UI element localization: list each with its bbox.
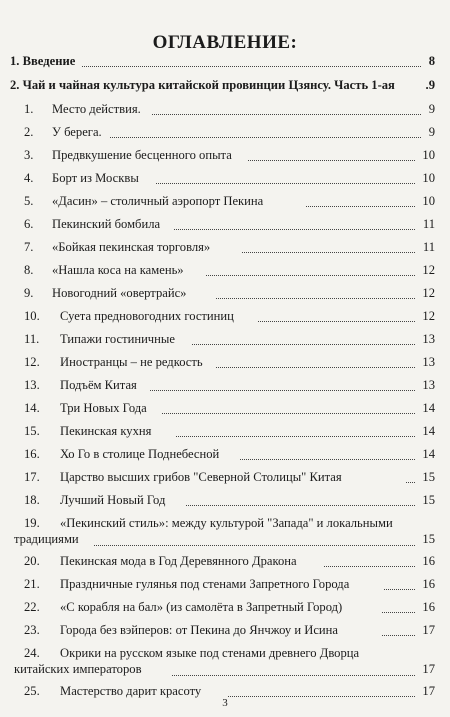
- toc-item-text: «Бойкая пекинская торговля»: [52, 240, 211, 254]
- toc-item-number: 12.: [24, 355, 40, 369]
- toc-item-number: 25.: [24, 684, 40, 698]
- toc-item[interactable]: [10, 623, 435, 638]
- toc-page-number: 12: [422, 309, 435, 323]
- dot-leader: [240, 459, 415, 460]
- toc-item-text: Хо Го в столице Поднебесной: [60, 447, 220, 461]
- toc-page-number: 8: [428, 54, 435, 68]
- toc-page-number: 13: [422, 355, 435, 369]
- toc-item-number: 23.: [24, 623, 40, 637]
- dot-leader: [306, 206, 415, 207]
- toc-page-number: 11: [422, 240, 435, 254]
- toc-page-number: 9: [428, 125, 435, 139]
- toc-item-text: Царство высших грибов "Северной Столицы" Китая: [60, 470, 342, 484]
- toc-item-text: Пекинский бомбила: [52, 217, 161, 231]
- dot-leader: [152, 114, 421, 115]
- toc-page-number: 14: [422, 401, 435, 415]
- toc-item-text: Города без вэйперов: от Пекина до Янчжоу и Исина: [60, 623, 338, 637]
- toc-item[interactable]: [10, 240, 435, 255]
- dot-leader: [324, 566, 415, 567]
- toc-item-text: Окрики на русском языке под стенами древнего Дворца: [60, 646, 360, 660]
- toc-item-number: 8.: [24, 263, 34, 277]
- toc-item-text: Пекинская кухня: [60, 424, 152, 438]
- toc-item[interactable]: [10, 401, 435, 416]
- toc-item-text: Новогодний «овертрайс»: [52, 286, 187, 300]
- toc-item-number: 2.: [24, 125, 34, 139]
- toc-item[interactable]: [10, 516, 435, 548]
- dot-leader: [174, 229, 415, 230]
- toc-page-number: 15: [422, 493, 435, 507]
- toc-item-number: 18.: [24, 493, 40, 507]
- toc-item-number: 13.: [24, 378, 40, 392]
- toc-item-number: 17.: [24, 470, 40, 484]
- dot-leader: [150, 390, 415, 391]
- toc-page-number: 17: [422, 623, 435, 637]
- toc-page-number: 15: [422, 470, 435, 484]
- dot-leader: [110, 137, 421, 138]
- toc-item[interactable]: [10, 355, 435, 370]
- toc-item-text: Мастерство дарит красоту: [60, 684, 202, 698]
- toc-page-number: 16: [422, 600, 435, 614]
- dot-leader: [382, 612, 415, 613]
- toc-section-text: 2. Чай и чайная культура китайской провинции Цзянсу. Часть 1-ая: [10, 78, 395, 92]
- toc-page-number: .9: [425, 78, 435, 92]
- toc-page-number: 14: [422, 447, 435, 461]
- dot-leader: [384, 589, 415, 590]
- toc-item-number: 4.: [24, 171, 34, 185]
- dot-leader: [216, 298, 415, 299]
- toc-item-text: Иностранцы – не редкость: [60, 355, 203, 369]
- toc-item-number: 1.: [24, 102, 34, 116]
- toc-item-text: «Нашла коса на камень»: [52, 263, 184, 277]
- toc-item[interactable]: [10, 447, 435, 462]
- toc-item-number: 16.: [24, 447, 40, 461]
- toc-page-number: 11: [422, 217, 435, 231]
- toc-item-text-continued: традициями: [14, 532, 79, 546]
- dot-leader: [242, 252, 415, 253]
- toc-item[interactable]: [10, 217, 435, 232]
- toc-item[interactable]: [10, 600, 435, 615]
- toc-item-number: 11.: [24, 332, 40, 346]
- toc-page-number: 15: [422, 532, 435, 546]
- toc-item[interactable]: [10, 171, 435, 186]
- dot-leader: [216, 367, 415, 368]
- toc-title: ОГЛАВЛЕНИЕ:: [152, 32, 298, 53]
- toc-item-number: 19.: [24, 516, 40, 530]
- toc-page-number: 17: [422, 684, 435, 698]
- toc-item[interactable]: [10, 554, 435, 569]
- dot-leader: [186, 505, 415, 506]
- toc-item[interactable]: [10, 125, 435, 140]
- toc-item-text: «Пекинский стиль»: между культурой "Запада" и локальными: [60, 516, 393, 530]
- toc-item[interactable]: [10, 263, 435, 278]
- toc-section-text: 1. Введение: [10, 54, 76, 68]
- toc-item-number: 21.: [24, 577, 40, 591]
- dot-leader: [406, 482, 415, 483]
- toc-page-number: 10: [422, 194, 435, 208]
- toc-page-number: 10: [422, 171, 435, 185]
- toc-page-number: 13: [422, 378, 435, 392]
- toc-item-text-continued: китайских императоров: [14, 662, 142, 676]
- dot-leader: [162, 413, 415, 414]
- toc-page-number: 12: [422, 286, 435, 300]
- dot-leader: [382, 635, 415, 636]
- toc-item-text: «Дасин» – столичный аэропорт Пекина: [52, 194, 264, 208]
- toc-item[interactable]: [10, 332, 435, 347]
- toc-item-number: 9.: [24, 286, 34, 300]
- toc-item-text: Подъём Китая: [60, 378, 137, 392]
- toc-item[interactable]: [10, 194, 435, 209]
- toc-page-number: 10: [422, 148, 435, 162]
- toc-item-number: 14.: [24, 401, 40, 415]
- toc-item-number: 22.: [24, 600, 40, 614]
- toc-item-number: 3.: [24, 148, 34, 162]
- toc-item-number: 6.: [24, 217, 34, 231]
- toc-page-number: 16: [422, 554, 435, 568]
- toc-item-number: 20.: [24, 554, 40, 568]
- toc-item-text: Праздничные гулянья под стенами Запретного Города: [60, 577, 350, 591]
- toc-item-text: У берега.: [52, 125, 102, 139]
- dot-leader: [172, 675, 415, 676]
- page-number-footer: 3: [222, 697, 228, 709]
- toc-item-number: 5.: [24, 194, 34, 208]
- dot-leader: [258, 321, 415, 322]
- toc-page-number: 16: [422, 577, 435, 591]
- toc-item[interactable]: [10, 148, 435, 163]
- dot-leader: [94, 545, 415, 546]
- toc-item[interactable]: [10, 378, 435, 393]
- toc-page-number: 17: [422, 662, 435, 676]
- toc-page-number: 9: [428, 102, 435, 116]
- toc-item-text: Типажи гостиничные: [60, 332, 175, 346]
- toc-page-number: 14: [422, 424, 435, 438]
- dot-leader: [176, 436, 415, 437]
- toc-item-number: 7.: [24, 240, 34, 254]
- dot-leader: [156, 183, 415, 184]
- toc-item[interactable]: [10, 424, 435, 439]
- toc-item[interactable]: [10, 470, 435, 485]
- toc-item-text: Пекинская мода в Год Деревянного Дракона: [60, 554, 297, 568]
- toc-item[interactable]: [10, 309, 435, 324]
- dot-leader: [206, 275, 415, 276]
- toc-item[interactable]: [10, 493, 435, 508]
- toc-page-number: 12: [422, 263, 435, 277]
- toc-item-number: 24.: [24, 646, 40, 660]
- toc-section[interactable]: [10, 78, 435, 93]
- toc-item[interactable]: [10, 646, 435, 678]
- toc-item[interactable]: [10, 102, 435, 117]
- toc-item-number: 15.: [24, 424, 40, 438]
- toc-item-text: Предвкушение бесценного опыта: [52, 148, 232, 162]
- toc-item-text: «С корабля на бал» (из самолёта в Запретный Город): [60, 600, 343, 614]
- dot-leader: [192, 344, 415, 345]
- toc-item-text: Суета предновогодних гостиниц: [60, 309, 234, 323]
- toc-section[interactable]: [10, 54, 435, 69]
- toc-page-number: 13: [422, 332, 435, 346]
- toc-item-text: Три Новых Года: [60, 401, 147, 415]
- toc-item-text: Место действия.: [52, 102, 141, 116]
- toc-item[interactable]: [10, 577, 435, 592]
- toc-item-text: Лучший Новый Год: [60, 493, 166, 507]
- dot-leader: [82, 66, 421, 67]
- toc-item-text: Борт из Москвы: [52, 171, 139, 185]
- toc-item-number: 10.: [24, 309, 40, 323]
- dot-leader: [248, 160, 415, 161]
- toc-item[interactable]: [10, 286, 435, 301]
